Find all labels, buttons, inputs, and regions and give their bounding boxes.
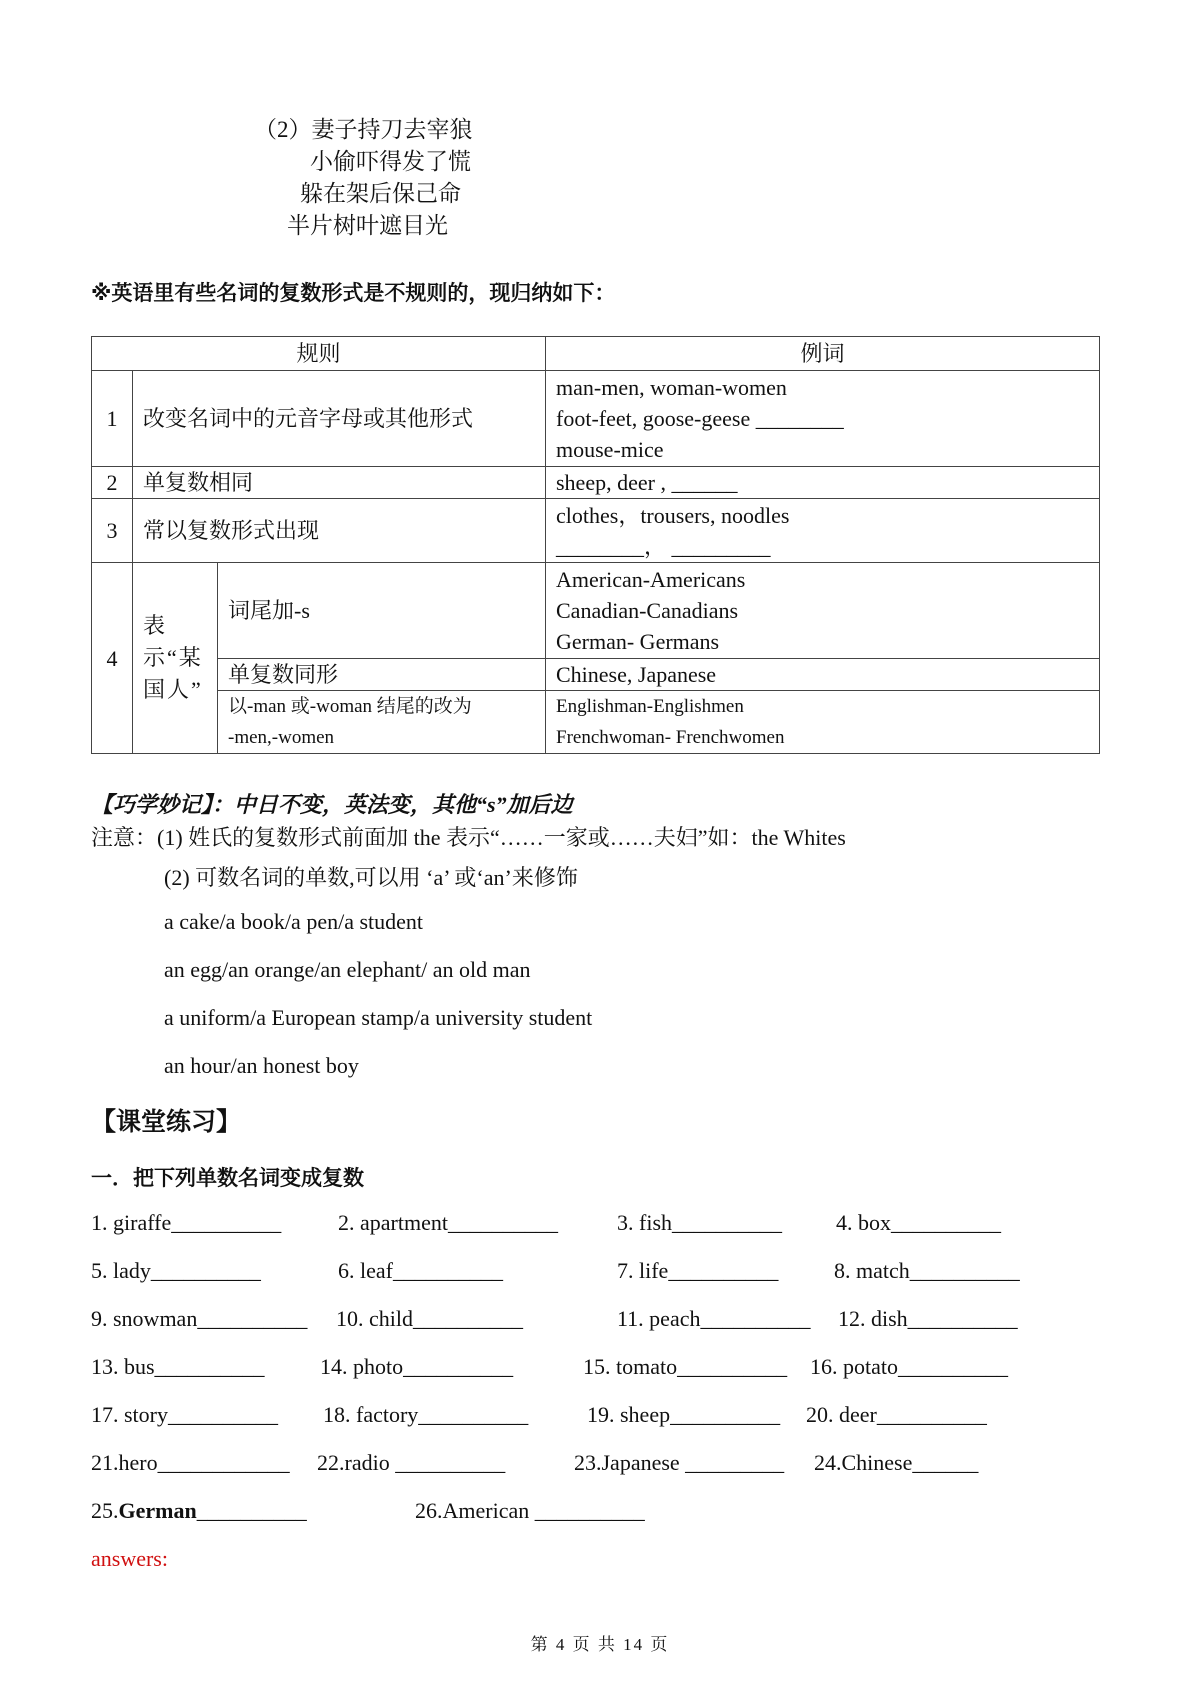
article-example: an egg/an orange/an elephant/ an old man	[164, 957, 531, 982]
question-item	[91, 1498, 307, 1524]
table-row	[92, 691, 1100, 754]
question-item: 15. tomato__________	[583, 1354, 788, 1379]
header-rule: 规则	[92, 337, 546, 371]
example-cell	[546, 371, 1100, 467]
example-line: American-Americans	[556, 567, 746, 592]
example-cell	[546, 659, 1100, 691]
memory-tip: 【巧学妙记】：中日不变，英法变，其他“s”加后边	[91, 792, 573, 817]
article-example: a cake/a book/a pen/a student	[164, 909, 424, 934]
table-row	[92, 499, 1100, 563]
row-number: 2	[92, 467, 133, 499]
nationality-group-cell: 表 示“某国人”	[133, 563, 218, 754]
page-footer: 第 4 页 共 14 页	[530, 1635, 670, 1654]
article-example: a uniform/a European stamp/a university student	[164, 1005, 593, 1030]
rule-cell: 单复数同形	[218, 659, 546, 691]
question-item: 17. story__________	[91, 1402, 278, 1427]
rule-cell: 词尾加-s	[218, 563, 546, 659]
row-number: 3	[92, 499, 133, 563]
poem-line-2: 小偷吓得发了慌	[310, 149, 471, 174]
table-row	[92, 659, 1100, 691]
example-line: Canadian-Canadians	[556, 598, 739, 623]
example-cell	[546, 499, 1100, 563]
question-item: 10. child__________	[336, 1306, 523, 1331]
example-cell	[546, 691, 1100, 754]
question-item: 24.Chinese______	[814, 1450, 979, 1475]
poem-line-1: （2）妻子持刀去宰狼	[254, 117, 473, 142]
header-example: 例词	[546, 337, 1100, 371]
question-item: 12. dish__________	[838, 1306, 1018, 1331]
exercise-title: 一．把下列单数名词变成复数	[91, 1166, 364, 1190]
rule-line: -men,-women	[228, 727, 335, 748]
rule-cell: 改变名词中的元音字母或其他形式	[133, 371, 546, 467]
example-line: man-men, woman-women	[556, 375, 787, 400]
question-item: 19. sheep__________	[587, 1402, 781, 1427]
note-2: (2) 可数名词的单数,可以用 ‘a’ 或‘an’来修饰	[164, 865, 578, 890]
rule-cell	[218, 691, 546, 754]
article-example: an hour/an honest boy	[164, 1053, 359, 1078]
note-1: 注意：(1) 姓氏的复数形式前面加 the 表示“……一家或……夫妇”如：the Whites	[91, 825, 846, 850]
example-line: ________， _________	[556, 533, 771, 559]
example-line: sheep, deer , ______	[556, 470, 738, 495]
example-cell	[546, 563, 1100, 659]
question-item: 21.hero____________	[91, 1450, 290, 1475]
practice-title: 【课堂练习】	[91, 1107, 242, 1136]
rule-cell: 常以复数形式出现	[133, 499, 546, 563]
row-number: 4	[92, 563, 133, 754]
question-item: 8. match__________	[834, 1258, 1020, 1283]
question-item: 1. giraffe__________	[91, 1210, 282, 1235]
question-item: 13. bus__________	[91, 1354, 265, 1379]
question-item: 16. potato__________	[810, 1354, 1008, 1379]
example-line: foot-feet, goose-geese ________	[556, 406, 844, 431]
example-line: Frenchwoman- Frenchwomen	[556, 727, 785, 748]
question-item: 11. peach__________	[617, 1306, 811, 1331]
question-item: 7. life__________	[617, 1258, 779, 1283]
question-item: 3. fish__________	[617, 1210, 782, 1235]
question-item: 23.Japanese _________	[574, 1450, 785, 1475]
answers-label: answers:	[91, 1546, 168, 1571]
question-item: 22.radio __________	[317, 1450, 506, 1475]
example-line: German- Germans	[556, 629, 720, 654]
table-header-row	[92, 337, 1100, 371]
answer-blank: __________	[196, 1498, 307, 1523]
question-item: 20. deer__________	[806, 1402, 987, 1427]
question-item: 5. lady__________	[91, 1258, 261, 1283]
irregular-plural-table	[91, 336, 1100, 754]
question-number: 25.	[91, 1498, 119, 1523]
question-item: 26.American __________	[415, 1498, 645, 1523]
question-item: 2. apartment__________	[338, 1210, 558, 1235]
question-word: German	[118, 1498, 197, 1523]
example-line: Chinese, Japanese	[556, 662, 717, 687]
rule-line: 以-man 或-woman 结尾的改为	[228, 696, 472, 717]
example-line: Englishman-Englishmen	[556, 696, 744, 717]
row-number: 1	[92, 371, 133, 467]
poem-line-4: 半片树叶遮目光	[287, 213, 448, 238]
example-line: mouse-mice	[556, 437, 664, 462]
table-row	[92, 467, 1100, 499]
example-line: clothes，trousers, noodles	[556, 502, 790, 528]
table-row	[92, 563, 1100, 659]
poem-line-3: 躲在架后保己命	[300, 181, 461, 206]
section-heading: ※英语里有些名词的复数形式是不规则的，现归纳如下：	[91, 281, 616, 305]
table-row	[92, 371, 1100, 467]
question-item: 9. snowman__________	[91, 1306, 308, 1331]
example-cell	[546, 467, 1100, 499]
question-item: 18. factory__________	[323, 1402, 529, 1427]
question-item: 4. box__________	[836, 1210, 1001, 1235]
question-item: 14. photo__________	[320, 1354, 514, 1379]
question-item: 6. leaf__________	[338, 1258, 503, 1283]
rule-cell: 单复数相同	[133, 467, 546, 499]
